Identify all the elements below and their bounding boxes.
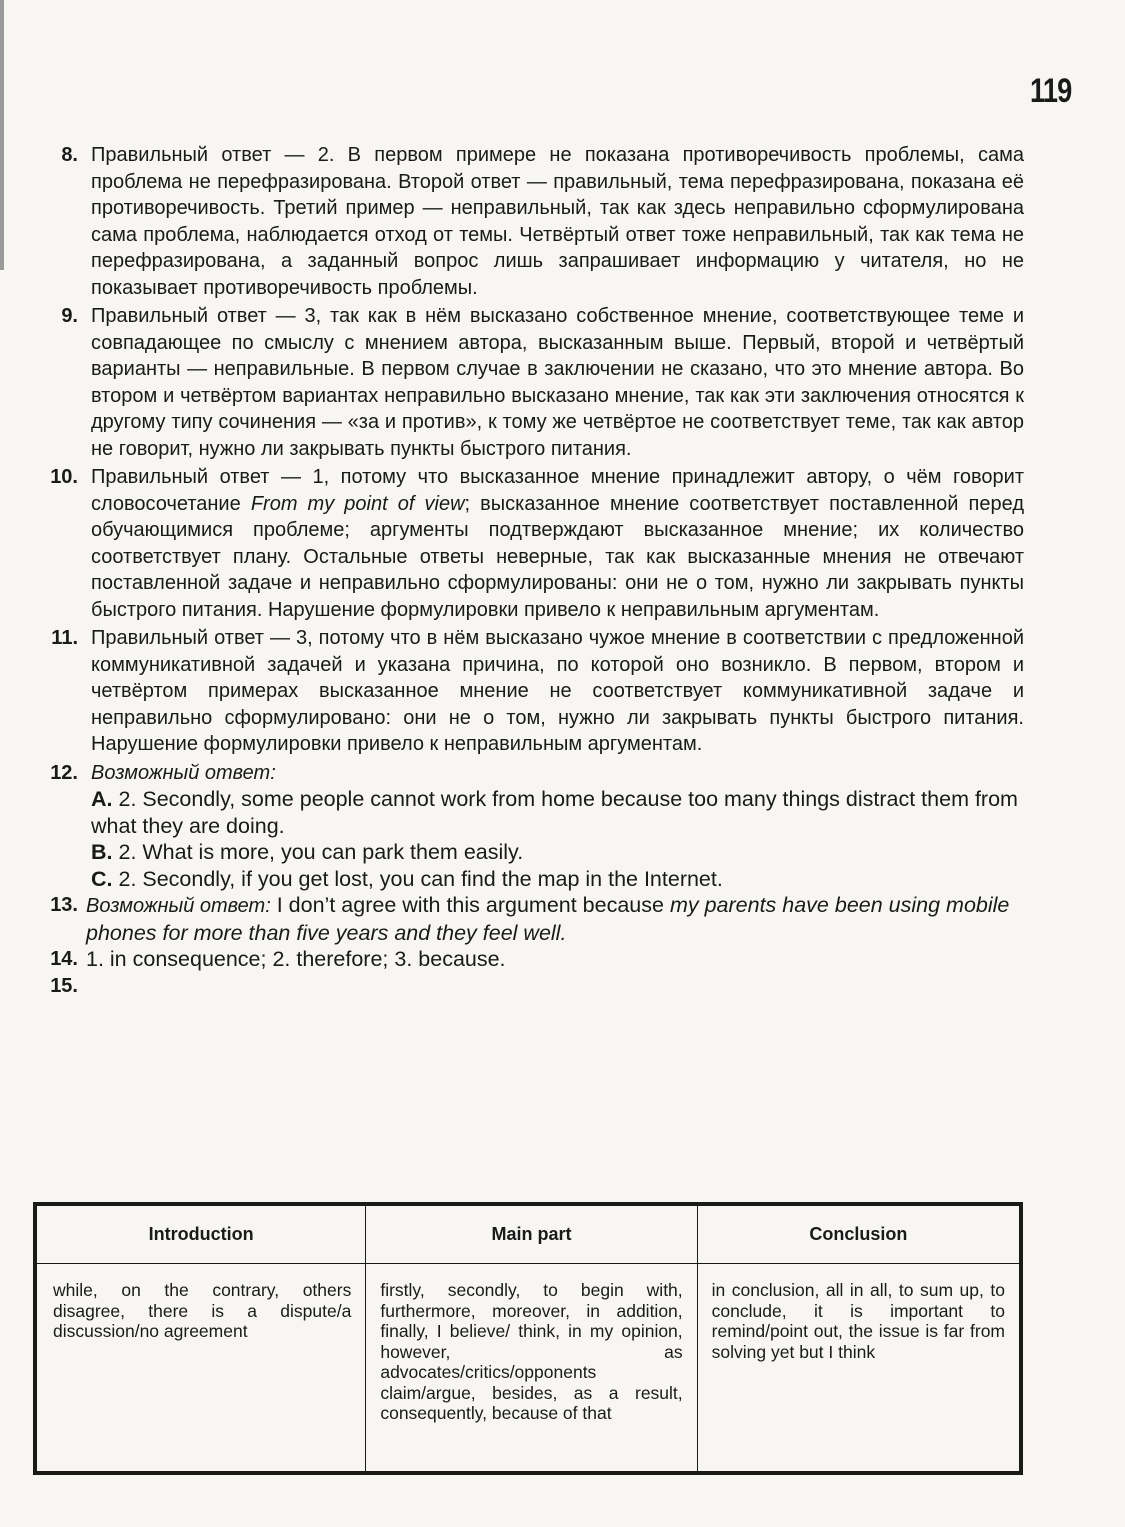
answer-intro: Возможный ответ:	[86, 895, 271, 917]
page-number: 119	[1030, 72, 1072, 110]
column-header-introduction: Introduction	[37, 1206, 366, 1264]
answer-number: 9.	[61, 305, 78, 327]
answer-item-15	[36, 973, 1024, 1000]
answers-list	[36, 142, 1024, 999]
answer-item-9	[36, 303, 1024, 462]
answer-text-end: ; высказанное мнение соответствует поставленной перед обучающимися проблеме; аргументы подтверждают высказанное мнение; их количество соответствует плану. Остальные ответы неверные, так как высказанные мнения не отвечают поставленной задаче и неправильно сформулированы: они не о том, нужно ли закрывать пункты быстрого питания. Нарушение формулировки привело к неправильным аргументам.	[91, 492, 1024, 621]
answer-number: 12.	[50, 761, 78, 784]
answer-number: 11.	[51, 627, 78, 649]
linkers-table	[33, 1202, 1023, 1475]
answer-item-12-subs	[36, 786, 1024, 892]
answer-text: Правильный ответ — 2. В первом примере не показана противоречивость проблемы, сама проблема не перефразирована. Второй ответ — правильный, тема перефразирована, показана её противоречивость. Третий пример — неправильный, так как здесь неправильно сформулирована сама проблема, наблюдается отход от темы. Четвёртый ответ тоже неправильный, так как тема не перефразирована, а заданный вопрос лишь запрашивает информацию у читателя, но не показывает противоречивость проблемы.	[91, 144, 1024, 299]
sub-answer-c: C. 2. Secondly, if you get lost, you can find the map in the Internet.	[91, 866, 723, 891]
sub-answer-b: B. 2. What is more, you can park them easily.	[91, 840, 524, 864]
column-header-conclusion: Conclusion	[697, 1206, 1019, 1264]
table-header-row	[37, 1206, 1020, 1264]
table-row	[37, 1264, 1020, 1472]
column-header-main-part: Main part	[366, 1206, 697, 1264]
answer-item-12	[36, 760, 1024, 787]
answer-text-italic: my parents have been using mobile phones for more than five years and they feel well.	[86, 893, 1010, 945]
answer-text: I don’t agree with this argument because	[270, 893, 670, 917]
answer-text: Правильный ответ — 3, так как в нём высказано собственное мнение, соответствующее теме и совпадающее по смыслу с мнением автора, высказанным выше. Первый, второй и четвёртый варианты — неправильные. В первом случае в заключении не сказано, что это мнение автора. Во втором и четвёртом вариантах неправильно высказано мнение, так как эти заключения относятся к другому типу сочинения — «за и против», к тому же четвёртое не соответствует теме, так как автор не говорит, нужно ли закрывать пункты быстрого питания.	[91, 305, 1024, 460]
answer-number: 13.	[50, 894, 78, 916]
table-cell-conclusion: in conclusion, all in all, to sum up, to conclude, it is important to remind/point out, the issue is far from solving yet but I think	[697, 1264, 1019, 1472]
table-cell-introduction: while, on the contrary, others disagree, there is a dispute/a discussion/no agreement	[37, 1264, 366, 1472]
answer-item-11	[36, 625, 1024, 758]
answer-item-14	[36, 946, 1024, 973]
page-edge	[0, 0, 4, 270]
answer-item-8	[36, 142, 1024, 301]
answer-item-13	[36, 892, 1024, 946]
table-cell-main-part: firstly, secondly, to begin with, furthermore, moreover, in addition, finally, I believe/ think, in my opinion, however, as advocates/critics/opponents claim/argue, besides, as a result, consequently, because of that	[366, 1264, 697, 1472]
answer-intro: Возможный ответ:	[91, 761, 276, 784]
answer-text: 1. in consequence; 2. therefore; 3. because.	[86, 947, 506, 971]
answer-text-start: Правильный ответ — 1, потому что высказанное мнение принадлежит автору, о чём говорит словосочетание	[91, 466, 1024, 515]
answer-text-italic: From my point of view	[250, 492, 465, 515]
answer-number: 10.	[50, 466, 78, 488]
answer-number: 15.	[50, 974, 78, 997]
sub-answer-a: A. 2. Secondly, some people cannot work from home because too many things distract them from what they are doing.	[91, 787, 1018, 838]
answer-number: 8.	[61, 144, 78, 166]
answer-number: 14.	[50, 948, 78, 970]
answer-item-10	[36, 464, 1024, 623]
answer-text: Правильный ответ — 3, потому что в нём высказано чужое мнение в соответствии с предложенной коммуникативной задачей и указана причина, по которой оно возникло. В первом, втором и четвёртом примерах высказанное мнение не соответствует коммуникативной задаче и неправильно сформулировано: они не о том, нужно ли закрывать пункты быстрого питания. Нарушение формулировки привело к неправильным аргументам.	[91, 627, 1024, 755]
